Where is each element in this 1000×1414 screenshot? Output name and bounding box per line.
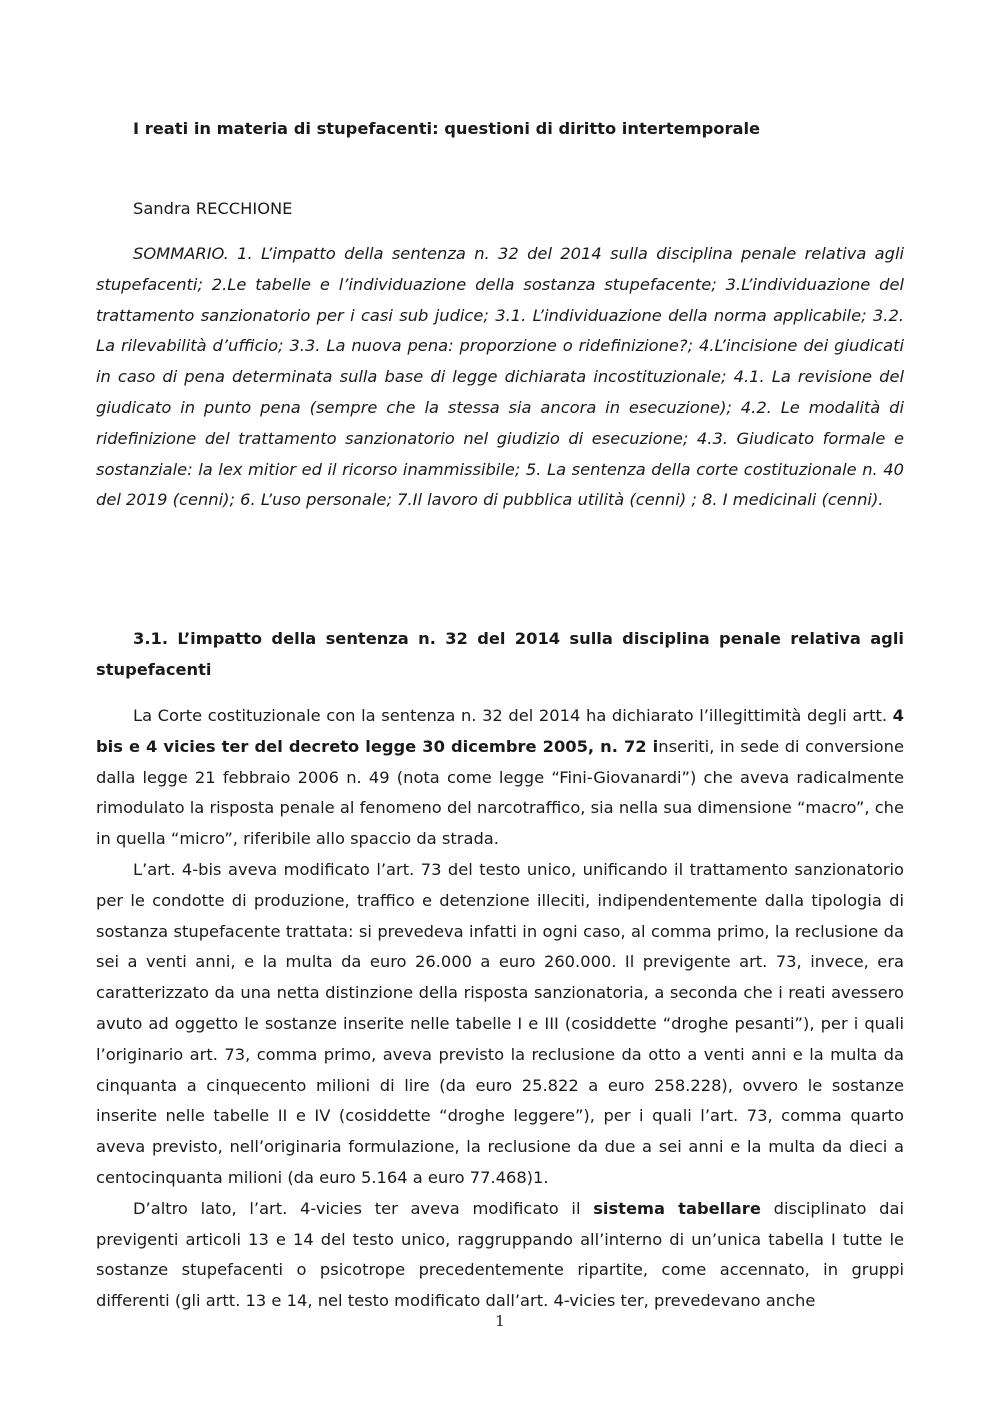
paragraph-3-lead: D’altro lato, l’art. 4-vicies ter aveva modificato il <box>133 1198 594 1218</box>
paragraph-1-lead: La Corte costituzionale con la sentenza n. 32 del 2014 ha dichiarato l’illegittimità degli artt. <box>133 706 893 725</box>
paragraph-1 <box>96 701 904 855</box>
paragraph-3-rest: disciplinato dai previgenti articoli 13 e 14 del testo unico, raggruppando all’interno di un’unica tabella I tutte le sostanze stupefacenti o psicotrope precedentemente ripartite, come accennato, in gruppi differenti (gli artt. 13 e 14, nel testo modificato dall’art. 4-vicies ter, prevedevano anche <box>96 1198 905 1311</box>
body-text <box>96 701 904 1317</box>
document-title: I reati in materia di stupefacenti: questioni di diritto intertemporale <box>133 119 761 138</box>
section-heading: 3.1. L’impatto della sentenza n. 32 del 2014 sulla disciplina penale relativa agli stupefacenti <box>96 629 904 679</box>
paragraph-2: L’art. 4-bis aveva modificato l’art. 73 del testo unico, unificando il trattamento sanzionatorio per le condotte di produzione, traffico e detenzione illeciti, indipendentemente dalla tipologia di sostanza stupefacente trattata: si prevedeva infatti in ogni caso, al comma primo, la reclusione da sei a venti anni, e la multa da euro 26.000 a euro 260.000. Il previgente art. 73, invece, era caratterizzato da una netta distinzione della risposta sanzionatoria, a seconda che i reati avessero avuto ad oggetto le sostanze inserite nelle tabelle I e III (cosiddette “droghe pesanti”), per i quali l’originario art. 73, comma primo, aveva previsto la reclusione da otto a venti anni e la multa da cinquanta a cinquecento milioni di lire (da euro 25.822 a euro 258.228), ovvero le sostanze inserite nelle tabelle II e IV (cosiddette “droghe leggere”), per i quali l’art. 73, comma quarto aveva previsto, nell’originaria formulazione, la reclusione da due a sei anni e la multa da dieci a centocinquanta milioni (da euro 5.164 a euro 77.468)1. <box>96 859 904 1187</box>
paragraph-1-rest: nseriti, in sede di conversione dalla legge 21 febbraio 2006 n. 49 (nota come legge “Fini-Giovanardi”) che aveva radicalmente rimodulato la risposta penale al fenomeno del narcotraffico, sia nella sua dimensione “macro”, che in quella “micro”, riferibile allo spaccio da strada. <box>96 736 904 849</box>
paragraph-3-bold: sistema tabellare <box>593 1198 761 1218</box>
summary-paragraph: SOMMARIO. 1. L’impatto della sentenza n. 32 del 2014 sulla disciplina penale relativa agli stupefacenti; 2.Le tabelle e l’individuazione della sostanza stupefacente; 3.L’individuazione del trattamento sanzionatorio per i casi sub judice; 3.1. L’individuazione della norma applicabile; 3.2. La rilevabilità d’ufficio; 3.3. La nuova pena: proporzione o ridefinizione?; 4.L’incisione dei giudicati in caso di pena determinata sulla base di legge dichiarata incostituzionale; 4.1. La revisione del giudicato in punto pena (sempre che la stessa sia ancora in esecuzione); 4.2. Le modalità di ridefinizione del trattamento sanzionatorio nel giudizio di esecuzione; 4.3. Giudicato formale e sostanziale: la lex mitior ed il ricorso inammissibile; 5. La sentenza della corte costituzionale n. 40 del 2019 (cenni); 6. L’uso personale; 7.Il lavoro di pubblica utilità (cenni) ; 8. I medicinali (cenni). <box>96 244 904 510</box>
paragraph-3 <box>96 1194 904 1317</box>
paragraph-1-bold: 4 bis e 4 vicies ter del decreto legge 30 dicembre 2005, n. 72 i <box>96 706 904 756</box>
author-name: Sandra RECCHIONE <box>133 199 293 218</box>
page-number: 1 <box>495 1312 505 1330</box>
